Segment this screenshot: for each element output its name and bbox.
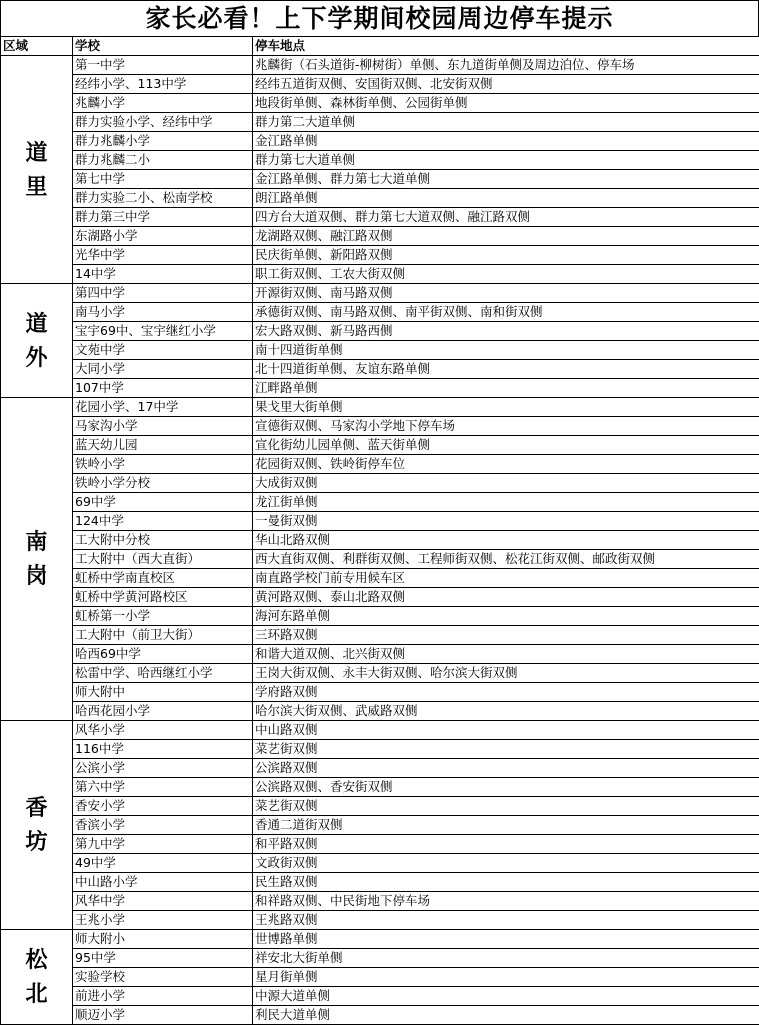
school-cell: 群力实验小学、经纬中学 xyxy=(73,113,253,132)
parking-cell: 宣化街幼儿园单侧、蓝天街单侧 xyxy=(253,436,759,455)
parking-cell: 中山路双侧 xyxy=(253,721,759,740)
table-row xyxy=(1,854,759,873)
table-row xyxy=(1,911,759,930)
school-cell: 香安小学 xyxy=(73,797,253,816)
table-row xyxy=(1,113,759,132)
table-row xyxy=(1,94,759,113)
parking-cell: 华山北路双侧 xyxy=(253,531,759,550)
school-cell: 工大附中分校 xyxy=(73,531,253,550)
district-name: 香坊 xyxy=(25,791,49,859)
school-cell: 群力兆麟二小 xyxy=(73,151,253,170)
school-cell: 花园小学、17中学 xyxy=(73,398,253,417)
school-cell: 虹桥中学黄河路校区 xyxy=(73,588,253,607)
parking-cell: 南直路学校门前专用候车区 xyxy=(253,569,759,588)
district-cell xyxy=(1,284,73,398)
parking-cell: 公滨路双侧、香安街双侧 xyxy=(253,778,759,797)
parking-cell: 中源大道单侧 xyxy=(253,987,759,1006)
school-cell: 师大附小 xyxy=(73,930,253,949)
school-cell: 哈西花园小学 xyxy=(73,702,253,721)
table-row xyxy=(1,1006,759,1025)
school-cell: 群力兆麟小学 xyxy=(73,132,253,151)
district-cell xyxy=(1,930,73,1025)
table-row xyxy=(1,968,759,987)
parking-cell: 王兆路双侧 xyxy=(253,911,759,930)
school-cell: 铁岭小学分校 xyxy=(73,474,253,493)
parking-cell: 星月街单侧 xyxy=(253,968,759,987)
parking-cell: 西大直街双侧、利群街双侧、工程师街双侧、松花江街双侧、邮政街双侧 xyxy=(253,550,759,569)
school-cell: 顺迈小学 xyxy=(73,1006,253,1025)
school-cell: 文苑中学 xyxy=(73,341,253,360)
school-cell: 宝宇69中、宝宇继红小学 xyxy=(73,322,253,341)
table-row xyxy=(1,322,759,341)
parking-cell: 和祥路双侧、中民街地下停车场 xyxy=(253,892,759,911)
school-cell: 69中学 xyxy=(73,493,253,512)
parking-cell: 宏大路双侧、新马路西侧 xyxy=(253,322,759,341)
table-row xyxy=(1,645,759,664)
school-cell: 中山路小学 xyxy=(73,873,253,892)
parking-cell: 民庆街单侧、新阳路双侧 xyxy=(253,246,759,265)
school-cell: 虹桥中学南直校区 xyxy=(73,569,253,588)
table-row xyxy=(1,949,759,968)
district-cell xyxy=(1,56,73,284)
district-name: 松北 xyxy=(25,943,49,1011)
table-row xyxy=(1,930,759,949)
school-cell: 风华中学 xyxy=(73,892,253,911)
district-cell xyxy=(1,721,73,930)
parking-cell: 群力第二大道单侧 xyxy=(253,113,759,132)
table-row xyxy=(1,303,759,322)
district-name: 道里 xyxy=(25,136,49,204)
table-row xyxy=(1,151,759,170)
table-row xyxy=(1,208,759,227)
table-row xyxy=(1,246,759,265)
table-row xyxy=(1,626,759,645)
parking-cell: 三环路双侧 xyxy=(253,626,759,645)
parking-cell: 花园街双侧、铁岭街停车位 xyxy=(253,455,759,474)
table-row xyxy=(1,702,759,721)
school-cell: 风华小学 xyxy=(73,721,253,740)
parking-cell: 菜艺街双侧 xyxy=(253,797,759,816)
parking-cell: 大成街双侧 xyxy=(253,474,759,493)
school-cell: 第九中学 xyxy=(73,835,253,854)
table-row xyxy=(1,493,759,512)
header-school: 学校 xyxy=(73,37,253,56)
parking-cell: 群力第七大道单侧 xyxy=(253,151,759,170)
school-cell: 群力第三中学 xyxy=(73,208,253,227)
school-cell: 95中学 xyxy=(73,949,253,968)
school-cell: 香滨小学 xyxy=(73,816,253,835)
school-cell: 124中学 xyxy=(73,512,253,531)
school-cell: 前进小学 xyxy=(73,987,253,1006)
school-cell: 工大附中（前卫大街） xyxy=(73,626,253,645)
parking-cell: 朗江路单侧 xyxy=(253,189,759,208)
table-row xyxy=(1,797,759,816)
parking-cell: 哈尔滨大街双侧、武威路双侧 xyxy=(253,702,759,721)
school-cell: 第四中学 xyxy=(73,284,253,303)
header-district: 区域 xyxy=(1,37,73,56)
table-row xyxy=(1,75,759,94)
school-cell: 师大附中 xyxy=(73,683,253,702)
table-row xyxy=(1,892,759,911)
table-row xyxy=(1,873,759,892)
school-cell: 蓝天幼儿园 xyxy=(73,436,253,455)
parking-cell: 和平路双侧 xyxy=(253,835,759,854)
table-row xyxy=(1,227,759,246)
school-cell: 铁岭小学 xyxy=(73,455,253,474)
table-row xyxy=(1,132,759,151)
table-row xyxy=(1,360,759,379)
table-row xyxy=(1,417,759,436)
school-cell: 王兆小学 xyxy=(73,911,253,930)
parking-cell: 公滨路双侧 xyxy=(253,759,759,778)
parking-cell: 北十四道街单侧、友谊东路单侧 xyxy=(253,360,759,379)
table-row xyxy=(1,56,759,75)
table-row xyxy=(1,664,759,683)
table-row xyxy=(1,778,759,797)
table-row xyxy=(1,683,759,702)
table-row xyxy=(1,816,759,835)
parking-cell: 地段街单侧、森林街单侧、公园街单侧 xyxy=(253,94,759,113)
table-row xyxy=(1,474,759,493)
table-row xyxy=(1,512,759,531)
school-cell: 公滨小学 xyxy=(73,759,253,778)
table-row xyxy=(1,531,759,550)
page-title: 家长必看！上下学期间校园周边停车提示 xyxy=(0,0,759,36)
school-cell: 光华中学 xyxy=(73,246,253,265)
parking-cell: 南十四道街单侧 xyxy=(253,341,759,360)
table-row xyxy=(1,569,759,588)
table-row xyxy=(1,265,759,284)
table-row xyxy=(1,341,759,360)
school-cell: 虹桥第一小学 xyxy=(73,607,253,626)
table-row xyxy=(1,759,759,778)
parking-cell: 菜艺街双侧 xyxy=(253,740,759,759)
table-row xyxy=(1,835,759,854)
school-cell: 马家沟小学 xyxy=(73,417,253,436)
header-parking: 停车地点 xyxy=(253,37,759,56)
table-row xyxy=(1,170,759,189)
parking-cell: 学府路双侧 xyxy=(253,683,759,702)
parking-cell: 金江路单侧 xyxy=(253,132,759,151)
table-row xyxy=(1,436,759,455)
table-body xyxy=(1,56,759,1025)
district-name: 道外 xyxy=(25,307,49,375)
parking-cell: 世博路单侧 xyxy=(253,930,759,949)
school-cell: 南马小学 xyxy=(73,303,253,322)
table-row xyxy=(1,721,759,740)
parking-cell: 金江路单侧、群力第七大道单侧 xyxy=(253,170,759,189)
parking-cell: 兆麟街（石头道街-柳树街）单侧、东九道街单侧及周边泊位、停车场 xyxy=(253,56,759,75)
school-cell: 群力实验二小、松南学校 xyxy=(73,189,253,208)
table-row xyxy=(1,588,759,607)
table-row xyxy=(1,550,759,569)
school-cell: 14中学 xyxy=(73,265,253,284)
table-row xyxy=(1,284,759,303)
school-cell: 49中学 xyxy=(73,854,253,873)
district-cell xyxy=(1,398,73,721)
parking-cell: 龙湖路双侧、融江路双侧 xyxy=(253,227,759,246)
school-cell: 松雷中学、哈西继红小学 xyxy=(73,664,253,683)
parking-cell: 果戈里大街单侧 xyxy=(253,398,759,417)
parking-cell: 江畔路单侧 xyxy=(253,379,759,398)
parking-cell: 王岗大街双侧、永丰大街双侧、哈尔滨大街双侧 xyxy=(253,664,759,683)
table-row xyxy=(1,189,759,208)
parking-cell: 海河东路单侧 xyxy=(253,607,759,626)
school-cell: 大同小学 xyxy=(73,360,253,379)
table-row xyxy=(1,398,759,417)
parking-cell: 香通二道街双侧 xyxy=(253,816,759,835)
school-cell: 107中学 xyxy=(73,379,253,398)
school-cell: 兆麟小学 xyxy=(73,94,253,113)
parking-cell: 和谐大道双侧、北兴街双侧 xyxy=(253,645,759,664)
parking-cell: 承德街双侧、南马路双侧、南平街双侧、南和街双侧 xyxy=(253,303,759,322)
school-cell: 第六中学 xyxy=(73,778,253,797)
parking-cell: 龙江街单侧 xyxy=(253,493,759,512)
parking-cell: 宣德街双侧、马家沟小学地下停车场 xyxy=(253,417,759,436)
parking-cell: 黄河路双侧、泰山北路双侧 xyxy=(253,588,759,607)
school-cell: 实验学校 xyxy=(73,968,253,987)
parking-cell: 祥安北大街单侧 xyxy=(253,949,759,968)
parking-table xyxy=(0,36,759,1025)
table-row xyxy=(1,455,759,474)
parking-cell: 民生路双侧 xyxy=(253,873,759,892)
table-row xyxy=(1,740,759,759)
school-cell: 116中学 xyxy=(73,740,253,759)
parking-cell: 职工街双侧、工农大街双侧 xyxy=(253,265,759,284)
parking-cell: 利民大道单侧 xyxy=(253,1006,759,1025)
table-row xyxy=(1,987,759,1006)
parking-cell: 四方台大道双侧、群力第七大道双侧、融江路双侧 xyxy=(253,208,759,227)
school-cell: 哈西69中学 xyxy=(73,645,253,664)
school-cell: 东湖路小学 xyxy=(73,227,253,246)
table-row xyxy=(1,607,759,626)
school-cell: 第七中学 xyxy=(73,170,253,189)
school-cell: 工大附中（西大直街） xyxy=(73,550,253,569)
table-header-row xyxy=(1,37,759,56)
school-cell: 第一中学 xyxy=(73,56,253,75)
parking-cell: 经纬五道街双侧、安国街双侧、北安街双侧 xyxy=(253,75,759,94)
parking-cell: 文政街双侧 xyxy=(253,854,759,873)
district-name: 南岗 xyxy=(25,525,49,593)
school-cell: 经纬小学、113中学 xyxy=(73,75,253,94)
parking-cell: 一曼街双侧 xyxy=(253,512,759,531)
parking-cell: 开源街双侧、南马路双侧 xyxy=(253,284,759,303)
table-row xyxy=(1,379,759,398)
